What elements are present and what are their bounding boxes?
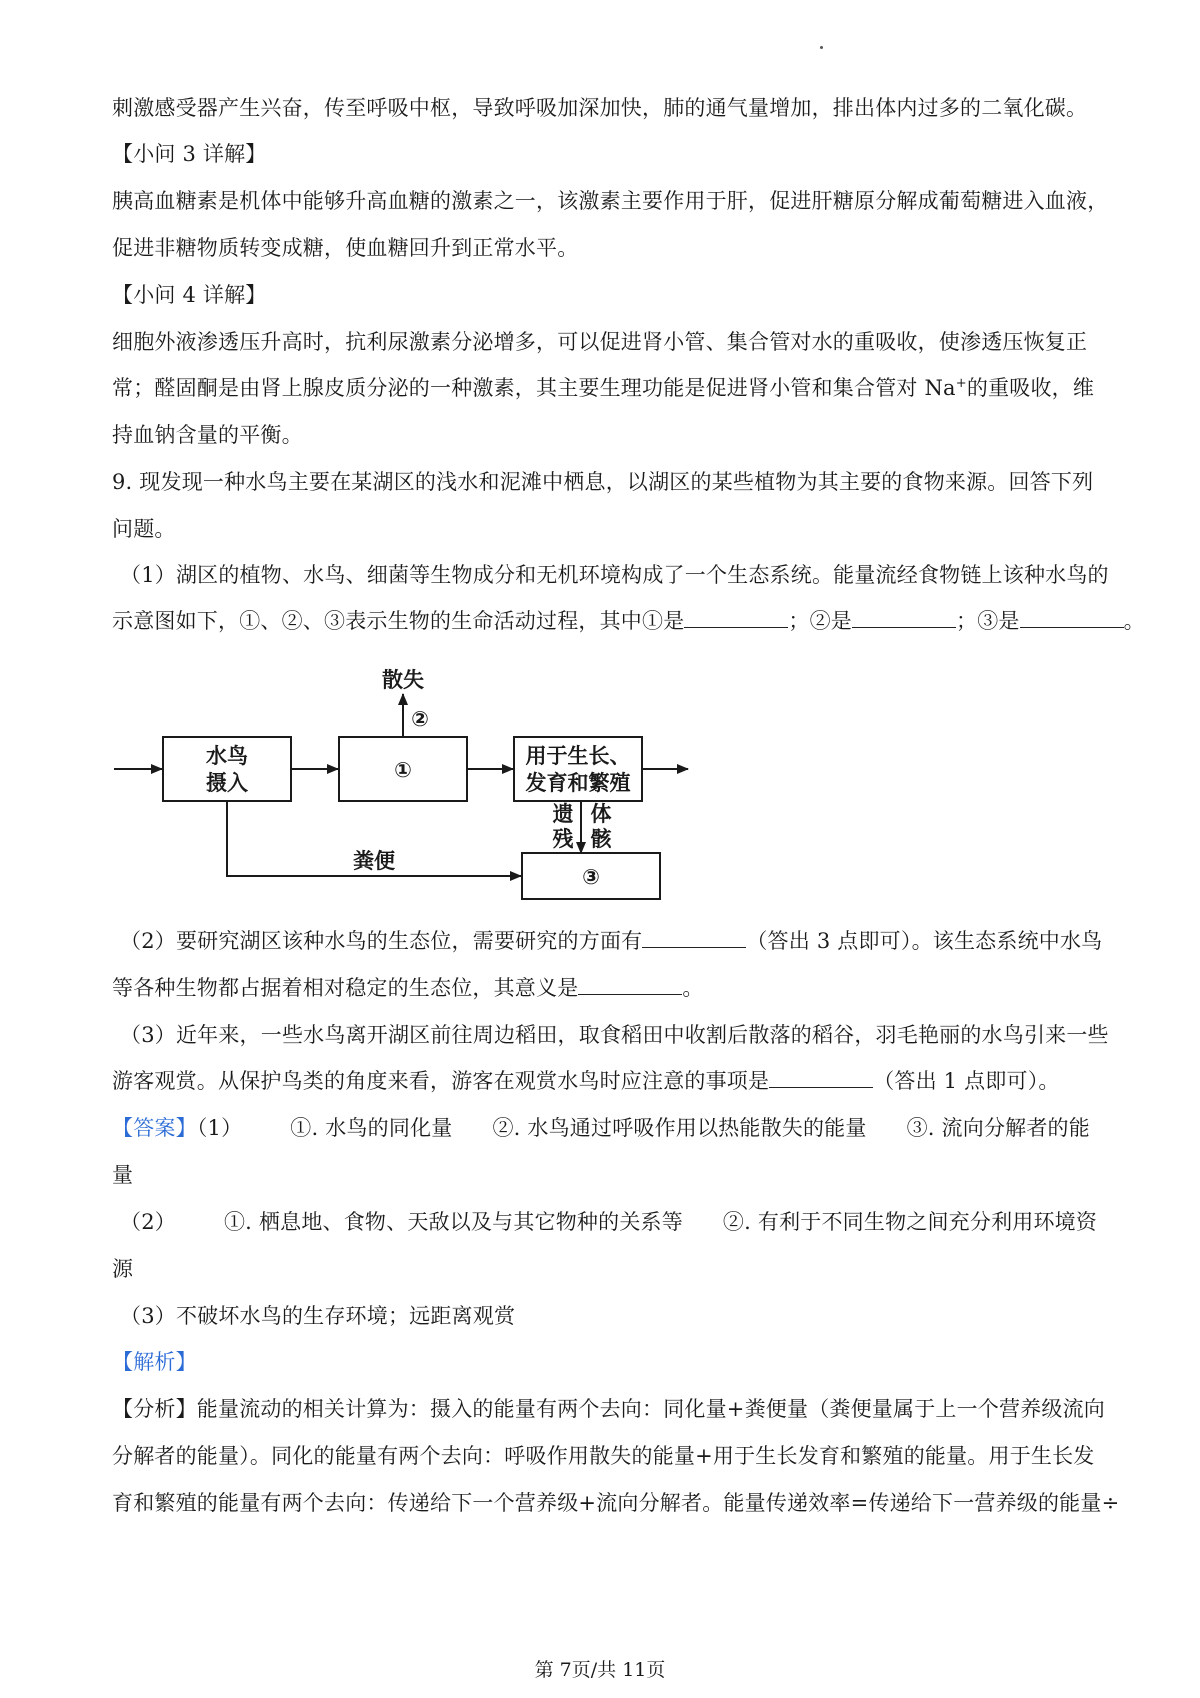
superscript: + (955, 376, 967, 391)
text-line: 分解者的能量）。同化的能量有两个去向：呼吸作用散失的能量+用于生长发育和繁殖的能量。用于生长发 (112, 1444, 1095, 1468)
page-footer: 第 7页/共 11页 (534, 1659, 666, 1681)
text-line: （1）湖区的植物、水鸟、细菌等生物成分和无机环境构成了一个生态系统。能量流经食物链上该种水鸟的 (120, 563, 1109, 587)
growth-label: 发育和繁殖 (525, 771, 631, 795)
text-part: 。 (1123, 609, 1145, 633)
section-heading: 【小问 3 详解】 (112, 142, 267, 166)
remains-label: 残 (552, 827, 574, 851)
text-part: 等各种生物都占据着相对稳定的生态位，其意义是 (112, 976, 579, 1000)
step2-label: ② (411, 707, 429, 731)
text-line: 源 (112, 1257, 134, 1281)
text-part: （2）要研究湖区该种水鸟的生态位，需要研究的方面有 (120, 929, 643, 953)
intake-label: 水鸟 (206, 744, 248, 768)
text-line (112, 1066, 1102, 1096)
answer-line (112, 1113, 1102, 1143)
step3-label: ③ (582, 865, 600, 889)
question-stem: 9. 现发现一种水鸟主要在某湖区的浅水和泥滩中栖息，以湖区的某些植物为其主要的食物来源。回答下列 (112, 470, 1094, 494)
answer-blank (578, 974, 682, 995)
text-part: 常；醛固酮是由肾上腺皮质分泌的一种激素，其主要生理功能是促进肾小管和集合管对 Na (112, 376, 956, 400)
text-line: 刺激感受器产生兴奋，传至呼吸中枢，导致呼吸加深加快，肺的通气量增加，排出体内过多的二氧化碳。 (112, 96, 1088, 120)
text-part: （答出 3 点即可）。该生态系统中水鸟 (746, 929, 1103, 953)
growth-label: 用于生长、 (525, 744, 631, 768)
text-part: ③. 流向分解者的能 (906, 1116, 1090, 1140)
answer-line (120, 1207, 1110, 1237)
text-line: 促进非糖物质转变成糖，使血糖回升到正常水平。 (112, 236, 579, 260)
answer-line: （3）不破坏水鸟的生存环境；远距离观赏 (120, 1304, 516, 1328)
section-heading: 【小问 4 详解】 (112, 283, 267, 307)
loss-label: 散失 (382, 668, 424, 692)
text-part: ①. 栖息地、食物、天敌以及与其它物种的关系等 (223, 1210, 683, 1234)
text-part: 的重吸收，维 (966, 376, 1095, 400)
answer-blank (642, 927, 746, 948)
text-line: 量 (112, 1163, 134, 1187)
text-part: 示意图如下，①、②、③表示生物的生命活动过程，其中①是 (112, 609, 685, 633)
text-part: 。 (682, 976, 704, 1000)
answer-label: 【答案】 (112, 1116, 197, 1140)
feces-label: 粪便 (353, 849, 395, 873)
answer-blank (769, 1067, 873, 1088)
text-line: 胰高血糖素是机体中能够升高血糖的激素之一，该激素主要作用于肝，促进肝糖原分解成葡萄糖进入血液， (112, 189, 1109, 213)
text-line: 持血钠含量的平衡。 (112, 423, 303, 447)
text-part: ②. 有利于不同生物之间充分利用环境资 (722, 1210, 1098, 1234)
text-part: （答出 1 点即可）。 (873, 1069, 1060, 1093)
text-line: 育和繁殖的能量有两个去向：传递给下一个营养级+流向分解者。能量传递效率=传递给下一营养级的能量÷ (112, 1491, 1120, 1515)
intake-label: 摄入 (206, 771, 248, 795)
text-part: ②. 水鸟通过呼吸作用以热能散失的能量 (492, 1116, 867, 1140)
text-part: ；③是 (956, 609, 1020, 633)
text-line: 【分析】能量流动的相关计算为：摄入的能量有两个去向：同化量+粪便量（粪便量属于上一个营养级流向 (112, 1397, 1105, 1421)
text-part: 游客观赏。从保护鸟类的角度来看，游客在观赏水鸟时应注意的事项是 (112, 1069, 770, 1093)
text-line (112, 973, 1102, 1003)
text-line (120, 926, 1110, 956)
remains-label: 体 (590, 802, 612, 826)
text-line: 问题。 (112, 517, 176, 541)
remains-label: 遗 (552, 802, 574, 826)
text-line: 细胞外液渗透压升高时，抗利尿激素分泌增多，可以促进肾小管、集合管对水的重吸收，使渗透压恢复正 (112, 330, 1088, 354)
text-part: （2） (120, 1210, 176, 1234)
remains-label: 骸 (590, 827, 612, 851)
text-part: （1） (196, 1116, 243, 1140)
text-part: ①. 水鸟的同化量 (290, 1116, 453, 1140)
text-part: ；②是 (788, 609, 853, 633)
text-line: （3）近年来，一些水鸟离开湖区前往周边稻田，取食稻田中收割后散落的稻谷，羽毛艳丽的水鸟引来一些 (120, 1023, 1109, 1047)
analysis-label: 【解析】 (112, 1350, 197, 1374)
step1-label: ① (394, 758, 412, 782)
